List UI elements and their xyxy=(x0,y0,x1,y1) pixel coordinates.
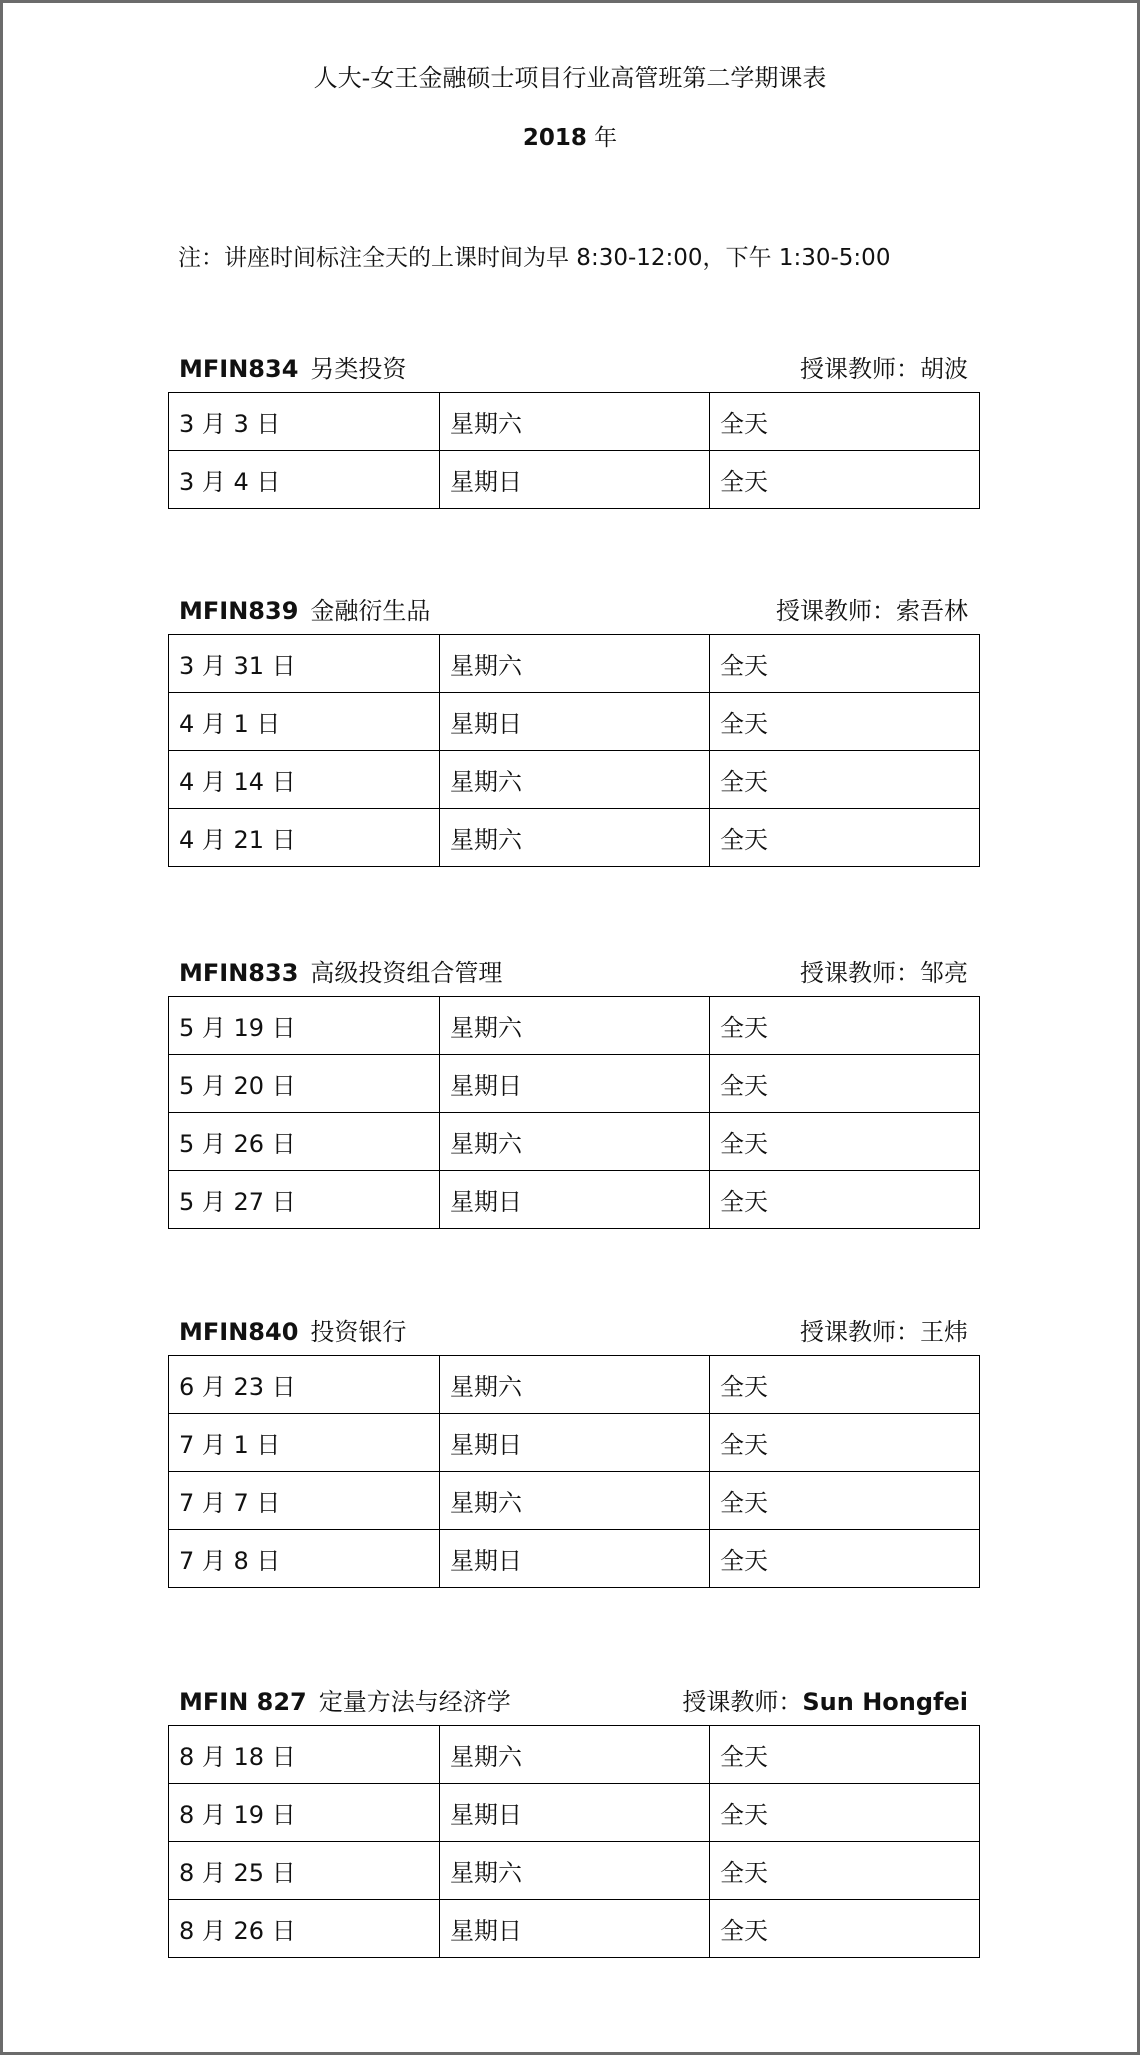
course-title xyxy=(179,950,502,996)
weekday-cell: 星期六 xyxy=(440,635,710,693)
teacher-name: 胡波 xyxy=(920,355,968,383)
time-cell: 全天 xyxy=(710,1842,980,1900)
table-row xyxy=(169,451,980,509)
table-row xyxy=(169,1726,980,1784)
weekday-cell: 星期日 xyxy=(440,1414,710,1472)
time-cell: 全天 xyxy=(710,1784,980,1842)
time-cell: 全天 xyxy=(710,1530,980,1588)
table-row xyxy=(169,751,980,809)
date-cell: 3 月 3 日 xyxy=(169,393,440,451)
course-code: MFIN839 xyxy=(179,597,299,625)
table-row xyxy=(169,1055,980,1113)
table-row xyxy=(169,393,980,451)
weekday-cell: 星期六 xyxy=(440,751,710,809)
time-cell: 全天 xyxy=(710,1055,980,1113)
course-teacher xyxy=(682,1679,968,1725)
date-cell: 7 月 7 日 xyxy=(169,1472,440,1530)
course-code: MFIN 827 xyxy=(179,1688,307,1716)
course-name: 高级投资组合管理 xyxy=(310,959,503,987)
teacher-label: 授课教师： xyxy=(800,355,920,383)
schedule-table xyxy=(168,1725,980,1958)
course-section xyxy=(168,1679,979,1958)
date-cell: 3 月 31 日 xyxy=(169,635,440,693)
year-suffix: 年 xyxy=(586,125,618,151)
course-title xyxy=(179,1679,511,1725)
schedule-table xyxy=(168,634,980,867)
weekday-cell: 星期日 xyxy=(440,1055,710,1113)
document-year xyxy=(3,118,1137,158)
table-row xyxy=(169,809,980,867)
course-section xyxy=(168,588,979,867)
teacher-name: 王炜 xyxy=(920,1318,968,1346)
weekday-cell: 星期日 xyxy=(440,1530,710,1588)
date-cell: 8 月 25 日 xyxy=(169,1842,440,1900)
year-number: 2018 xyxy=(522,125,587,151)
weekday-cell: 星期六 xyxy=(440,1356,710,1414)
table-row xyxy=(169,1171,980,1229)
date-cell: 5 月 26 日 xyxy=(169,1113,440,1171)
weekday-cell: 星期六 xyxy=(440,393,710,451)
course-teacher xyxy=(800,950,968,996)
teacher-name: Sun Hongfei xyxy=(802,1688,968,1716)
weekday-cell: 星期六 xyxy=(440,1726,710,1784)
time-cell: 全天 xyxy=(710,1113,980,1171)
weekday-cell: 星期六 xyxy=(440,1472,710,1530)
course-name: 另类投资 xyxy=(310,355,407,383)
time-cell: 全天 xyxy=(710,1414,980,1472)
date-cell: 4 月 1 日 xyxy=(169,693,440,751)
time-cell: 全天 xyxy=(710,393,980,451)
table-row xyxy=(169,997,980,1055)
time-cell: 全天 xyxy=(710,1726,980,1784)
time-cell: 全天 xyxy=(710,693,980,751)
weekday-cell: 星期日 xyxy=(440,693,710,751)
time-cell: 全天 xyxy=(710,997,980,1055)
course-section xyxy=(168,950,979,1229)
table-row xyxy=(169,1784,980,1842)
date-cell: 3 月 4 日 xyxy=(169,451,440,509)
schedule-table xyxy=(168,996,980,1229)
weekday-cell: 星期日 xyxy=(440,1900,710,1958)
course-header xyxy=(168,1679,979,1725)
teacher-name: 索吾林 xyxy=(896,597,968,625)
teacher-label: 授课教师： xyxy=(682,1688,803,1716)
course-header xyxy=(168,346,979,392)
weekday-cell: 星期六 xyxy=(440,809,710,867)
weekday-cell: 星期六 xyxy=(440,1842,710,1900)
table-row xyxy=(169,1472,980,1530)
course-name: 金融衍生品 xyxy=(310,597,431,625)
table-row xyxy=(169,1113,980,1171)
table-row xyxy=(169,1530,980,1588)
course-name: 投资银行 xyxy=(310,1318,407,1346)
time-cell: 全天 xyxy=(710,1356,980,1414)
weekday-cell: 星期日 xyxy=(440,1784,710,1842)
weekday-cell: 星期日 xyxy=(440,451,710,509)
date-cell: 8 月 26 日 xyxy=(169,1900,440,1958)
time-cell: 全天 xyxy=(710,1171,980,1229)
course-teacher xyxy=(800,1309,968,1355)
course-teacher xyxy=(800,346,968,392)
course-section xyxy=(168,1309,979,1588)
time-cell: 全天 xyxy=(710,809,980,867)
schedule-table xyxy=(168,392,980,509)
table-row xyxy=(169,1414,980,1472)
course-title xyxy=(179,346,406,392)
course-header xyxy=(168,1309,979,1355)
date-cell: 7 月 1 日 xyxy=(169,1414,440,1472)
course-title xyxy=(179,588,430,634)
course-code: MFIN840 xyxy=(179,1318,299,1346)
course-header xyxy=(168,950,979,996)
date-cell: 4 月 14 日 xyxy=(169,751,440,809)
time-cell: 全天 xyxy=(710,635,980,693)
course-title xyxy=(179,1309,406,1355)
teacher-label: 授课教师： xyxy=(776,597,896,625)
table-row xyxy=(169,1356,980,1414)
course-code: MFIN833 xyxy=(179,959,299,987)
document-title: 人大-女王金融硕士项目行业高管班第二学期课表 xyxy=(313,64,827,92)
course-code: MFIN834 xyxy=(179,355,299,383)
time-cell: 全天 xyxy=(710,451,980,509)
date-cell: 8 月 18 日 xyxy=(169,1726,440,1784)
course-teacher xyxy=(776,588,968,634)
date-cell: 4 月 21 日 xyxy=(169,809,440,867)
weekday-cell: 星期日 xyxy=(440,1171,710,1229)
date-cell: 6 月 23 日 xyxy=(169,1356,440,1414)
table-row xyxy=(169,635,980,693)
time-cell: 全天 xyxy=(710,751,980,809)
table-row xyxy=(169,1900,980,1958)
schedule-table xyxy=(168,1355,980,1588)
weekday-cell: 星期六 xyxy=(440,997,710,1055)
course-section xyxy=(168,346,979,509)
time-cell: 全天 xyxy=(710,1472,980,1530)
date-cell: 8 月 19 日 xyxy=(169,1784,440,1842)
date-cell: 7 月 8 日 xyxy=(169,1530,440,1588)
date-cell: 5 月 19 日 xyxy=(169,997,440,1055)
teacher-label: 授课教师： xyxy=(800,1318,920,1346)
table-row xyxy=(169,1842,980,1900)
teacher-label: 授课教师： xyxy=(800,959,920,987)
date-cell: 5 月 27 日 xyxy=(169,1171,440,1229)
schedule-note: 注：讲座时间标注全天的上课时间为早 8:30-12:00，下午 1:30-5:00 xyxy=(178,245,891,271)
course-header xyxy=(168,588,979,634)
course-name: 定量方法与经济学 xyxy=(318,1688,511,1716)
time-cell: 全天 xyxy=(710,1900,980,1958)
teacher-name: 邹亮 xyxy=(920,959,968,987)
date-cell: 5 月 20 日 xyxy=(169,1055,440,1113)
table-row xyxy=(169,693,980,751)
weekday-cell: 星期六 xyxy=(440,1113,710,1171)
